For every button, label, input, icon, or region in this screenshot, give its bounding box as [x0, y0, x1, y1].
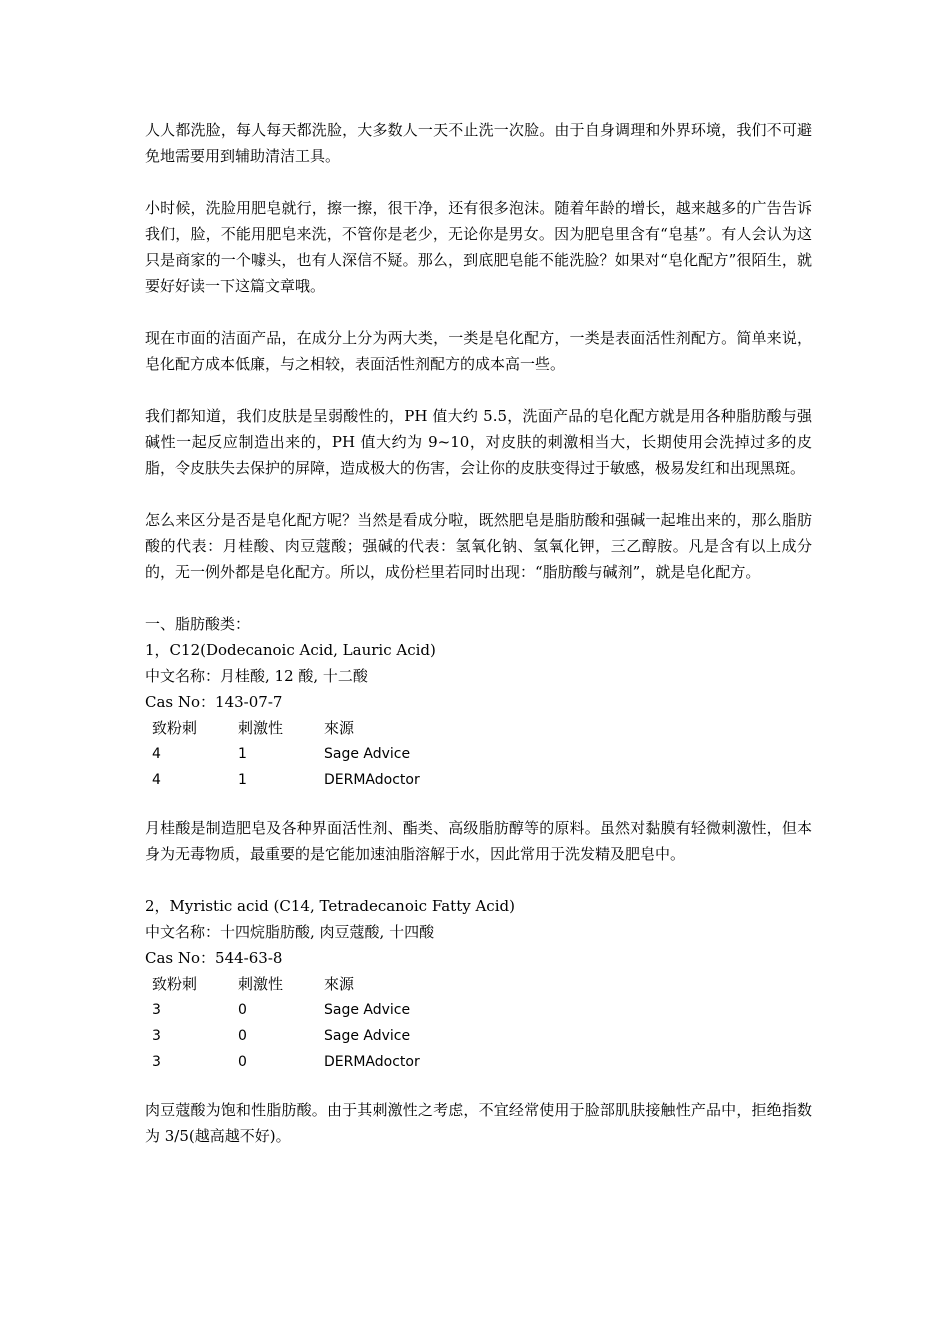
- paragraph-cleanser-types: 现在市面的洁面产品，在成分上分为两大类，一类是皂化配方，一类是表面活性剂配方。简单来说，皂化配方成本低廉，与之相较，表面活性剂配方的成本高一些。: [145, 329, 812, 373]
- header-comedogenic: 致粉刺: [152, 719, 198, 737]
- header-irritancy: 刺激性: [238, 975, 284, 993]
- ingredient-rating-table: [145, 715, 524, 793]
- header-source: 來源: [324, 975, 355, 993]
- cell-comedogenic: 3: [152, 1028, 161, 1044]
- ingredient-title: 1，C12(Dodecanoic Acid, Lauric Acid): [145, 641, 436, 659]
- ingredient-description: 月桂酸是制造肥皂及各种界面活性剂、酯类、高级脂肪醇等的原料。虽然对黏膜有轻微刺激性，但本身为无毒物质，最重要的是它能加速油脂溶解于水，因此常用于洗发精及肥皂中。: [145, 819, 812, 863]
- cell-source: DERMAdoctor: [324, 1054, 420, 1070]
- table-header-row: [145, 715, 524, 741]
- fatty-acid-section: [145, 611, 812, 1149]
- cell-irritancy: 0: [238, 1028, 247, 1044]
- table-row: [145, 997, 524, 1023]
- section-heading: 一、脂肪酸类：: [145, 615, 251, 633]
- cell-comedogenic: 4: [152, 772, 161, 788]
- paragraph-ph-explanation: 我们都知道，我们皮肤是呈弱酸性的，PH 值大约 5.5，洗面产品的皂化配方就是用各种脂肪酸与强碱性一起反应制造出来的，PH 值大约为 9~10，对皮肤的刺激相当大，长期使用会洗掉过多的皮脂，令皮肤失去保护的屏障，造成极大的伤害，会让你的皮肤变得过于敏感，极易发红和出现黑斑。: [145, 407, 812, 477]
- ingredient-cas-number: Cas No：544-63-8: [145, 949, 283, 967]
- table-row: [145, 1049, 524, 1075]
- header-source: 來源: [324, 719, 355, 737]
- ingredient-item: [145, 893, 812, 1149]
- cell-comedogenic: 4: [152, 746, 161, 762]
- cell-source: DERMAdoctor: [324, 772, 420, 788]
- cell-comedogenic: 3: [152, 1054, 161, 1070]
- header-comedogenic: 致粉刺: [152, 975, 198, 993]
- cell-source: Sage Advice: [324, 1002, 411, 1018]
- ingredient-item: [145, 637, 812, 867]
- cell-irritancy: 1: [238, 746, 247, 762]
- ingredient-description: 肉豆蔻酸为饱和性脂肪酸。由于其刺激性之考虑，不宜经常使用于脸部肌肤接触性产品中，拒绝指数为 3/5(越高越不好)。: [145, 1101, 812, 1145]
- cell-source: Sage Advice: [324, 746, 411, 762]
- ingredient-title: 2，Myristic acid (C14, Tetradecanoic Fatty Acid): [145, 897, 515, 915]
- cell-irritancy: 0: [238, 1002, 247, 1018]
- cell-irritancy: 0: [238, 1054, 247, 1070]
- table-row: [145, 741, 524, 767]
- paragraph-identify-saponification: 怎么来区分是否是皂化配方呢？当然是看成分啦，既然肥皂是脂肪酸和强碱一起堆出来的，那么脂肪酸的代表：月桂酸、肉豆蔻酸；强碱的代表：氢氧化钠、氢氧化钾，三乙醇胺。凡是含有以上成分的，无一例外都是皂化配方。所以，成份栏里若同时出现：“脂肪酸与碱剂”，就是皂化配方。: [145, 511, 812, 581]
- ingredient-cas-number: Cas No：143-07-7: [145, 693, 283, 711]
- cell-source: Sage Advice: [324, 1028, 411, 1044]
- table-row: [145, 1023, 524, 1049]
- table-header-row: [145, 971, 524, 997]
- paragraph-intro: 人人都洗脸，每人每天都洗脸，大多数人一天不止洗一次脸。由于自身调理和外界环境，我们不可避免地需要用到辅助清洁工具。: [145, 121, 812, 165]
- ingredient-rating-table: [145, 971, 524, 1075]
- cell-comedogenic: 3: [152, 1002, 161, 1018]
- ingredient-chinese-name: 中文名称：十四烷脂肪酸, 肉豆蔻酸, 十四酸: [145, 923, 435, 941]
- ingredient-chinese-name: 中文名称：月桂酸, 12 酸, 十二酸: [145, 667, 368, 685]
- header-irritancy: 刺激性: [238, 719, 284, 737]
- paragraph-childhood-soap: 小时候，洗脸用肥皂就行，擦一擦，很干净，还有很多泡沫。随着年龄的增长，越来越多的广告告诉我们，脸，不能用肥皂来洗，不管你是老少，无论你是男女。因为肥皂里含有“皂基”。有人会认为这只是商家的一个噱头，也有人深信不疑。那么，到底肥皂能不能洗脸？如果对“皂化配方”很陌生，就要好好读一下这篇文章哦。: [145, 199, 812, 295]
- table-row: [145, 767, 524, 793]
- cell-irritancy: 1: [238, 772, 247, 788]
- document-body: [145, 117, 812, 1175]
